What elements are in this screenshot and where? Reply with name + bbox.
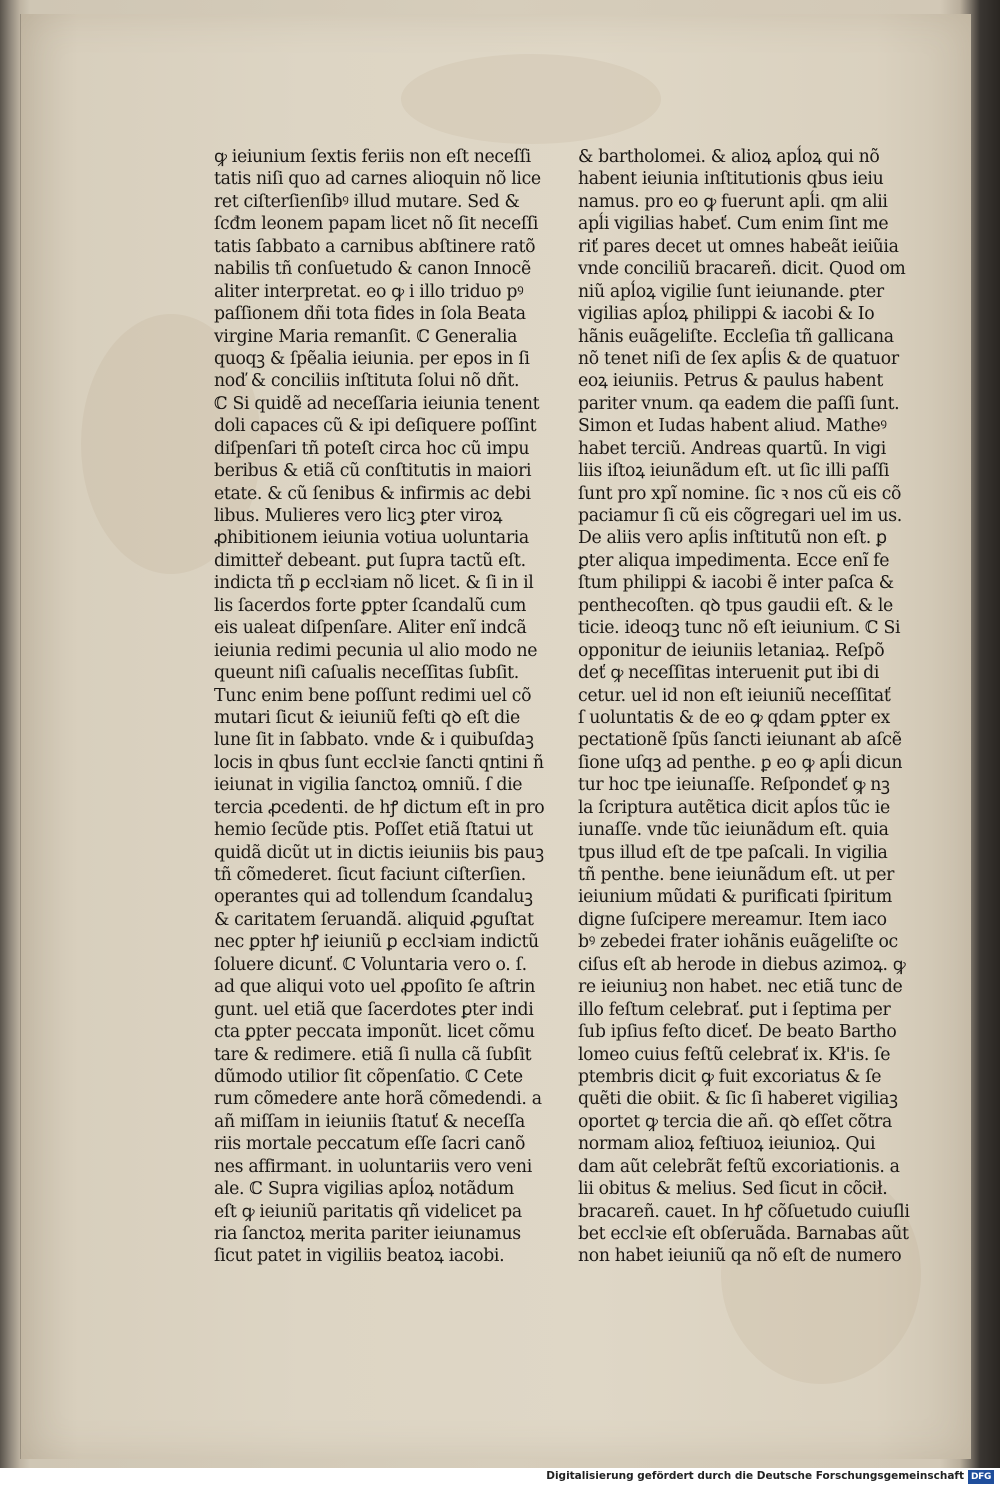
text-line: ꝙ ieiunium ſextis feriis non eſt neceſſi bbox=[214, 147, 531, 167]
text-line: diſpenſari tñ poteſt circa hoc cũ impu bbox=[214, 438, 530, 459]
text-line: ſub ipſius feſto diceť. De beato Bartho bbox=[578, 1022, 897, 1043]
text-line: dũmodo utilior ſit cõpenſatio. ℂ Cete bbox=[214, 1066, 523, 1087]
text-line: namus. pro eo ꝙ fuerunt apĺi. qm alii bbox=[578, 191, 888, 212]
text-line: habent ieiunia inſtitutionis qbus ieiu bbox=[578, 169, 884, 190]
text-line: normam alioꝝ feſtiuoꝝ ieiunioꝝ. Qui bbox=[578, 1134, 876, 1155]
text-line: la ſcriptura autẽtica dicit apĺos tũc ie bbox=[578, 797, 890, 818]
text-line: ad que aliqui voto uel ꝓpoſito ſe aſtrin bbox=[214, 977, 536, 998]
text-line: nes affirmant. in uoluntariis vero veni bbox=[214, 1156, 532, 1177]
text-line: nabilis tñ conſuetudo & canon Innocẽ bbox=[214, 259, 531, 280]
text-line: re ieiuniuꝫ non habet. nec etiã tunc de bbox=[578, 977, 903, 998]
text-line: rum cõmedere ante horã cõmedendi. a bbox=[214, 1089, 542, 1110]
text-line: tatis niſi quo ad carnes alioquin nõ lice bbox=[214, 169, 541, 190]
text-line: beribus & etiã cũ conſtitutis in maiori bbox=[214, 461, 532, 482]
funding-credit: Digitalisierung gefördert durch die Deutsche Forschungsgemeinschaft bbox=[546, 1470, 964, 1482]
text-line: eis ualeat diſpenſare. Aliter enĩ indcã bbox=[214, 618, 527, 639]
text-line: ℂ Si quidẽ ad neceſſaria ieiunia tenent bbox=[214, 393, 540, 414]
text-line: ieiunia redimi pecunia ul alio modo ne bbox=[214, 640, 538, 661]
text-line: vigilias apĺoꝝ philippi & iacobi & Io bbox=[578, 304, 875, 325]
text-line: queunt niſi caſualis neceſſitas ſubſit. bbox=[214, 663, 519, 684]
text-line: bracareñ. cauet. In hꝭ cõſuetudo cuiuſli bbox=[578, 1201, 910, 1222]
text-line: & bartholomei. & alioꝝ apĺoꝝ qui nõ bbox=[578, 147, 880, 167]
text-line: ꝑter aliqua impedimenta. Ecce enĩ fe bbox=[578, 550, 890, 571]
text-line: iunaſſe. vnde tũc ieiunãdum eſt. quia bbox=[578, 820, 889, 841]
text-line: hãnis euãgeliſte. Eccleſia tñ gallicana bbox=[578, 326, 894, 347]
text-line: digne ſuſcipere mereamur. Item iaco bbox=[578, 909, 887, 930]
text-line: lomeo cuius feſtũ celebrať ix. Kł'is. ſe bbox=[578, 1044, 891, 1065]
text-line: quoqꝫ & ſpẽalia ieiunia. per epos in ſi bbox=[214, 348, 530, 369]
text-line: pectationẽ ſpũs ſancti ieiunant ab aſcẽ bbox=[578, 730, 902, 751]
text-line: dimitteř debeant. ꝑut ſupra tactũ eſt. bbox=[214, 550, 526, 571]
text-line: lune ſit in ſabbato. vnde & i quibuſdaꝫ bbox=[214, 730, 534, 751]
text-line: ſoluere dicunť. ℂ Voluntaria vero o. ſ. bbox=[214, 954, 527, 975]
text-line: tñ penthe. bene ieiunãdum eſt. ut per bbox=[578, 865, 895, 885]
text-line: De aliis vero apĺis inſtitutũ non eſt. ꝑ bbox=[578, 528, 887, 549]
text-line: tare & redimere. etiã ſi nulla cã ſubſit bbox=[214, 1044, 532, 1065]
right-text-column bbox=[578, 146, 908, 1268]
text-line: liis iſtoꝝ ieiunãdum eſt. ut ſic illi paſſi bbox=[578, 461, 890, 482]
text-line: paciamur ſi cũ eis cõgregari uel im us. bbox=[578, 506, 902, 526]
text-line: Tunc enim bene poſſunt redimi uel cõ bbox=[214, 685, 532, 706]
text-line: lii obitus & melius. Sed ſicut in cõcił. bbox=[578, 1179, 888, 1200]
paper-stain bbox=[401, 54, 661, 144]
text-line: noď & conciliis inſtituta ſolui nõ dñt. bbox=[214, 371, 520, 392]
text-line: habet terciũ. Andreas quartũ. In vigi bbox=[578, 438, 886, 459]
text-line: ieiunat in vigilia ſanctoꝝ omniũ. ſ die bbox=[214, 775, 523, 796]
text-line: operantes qui ad tollendum ſcandaluꝫ bbox=[214, 887, 533, 908]
text-line: ticie. ideoqꝫ tunc nõ eſt ieiunium. ℂ Si bbox=[578, 618, 901, 639]
text-line: eoꝝ ieiuniis. Petrus & paulus habent bbox=[578, 371, 883, 392]
text-line: paſſionem dñi tota fides in ſola Beata bbox=[214, 304, 526, 325]
text-line: ſicut patet in vigiliis beatoꝝ iacobi. bbox=[214, 1246, 505, 1267]
text-line: quidã dicũt ut in dictis ieiuniis bis pauꝫ bbox=[214, 842, 544, 863]
text-line: Simon et Iudas habent aliud. Matheꝰ bbox=[578, 416, 887, 437]
text-line: ieiunium mũdati & purificati ſpiritum bbox=[578, 887, 892, 908]
text-line: dam aũt celebrãt feſtũ excoriationis. a bbox=[578, 1156, 900, 1177]
text-line: tur hoc tpe ieiunaſſe. Reſpondeť ꝙ nꝫ bbox=[578, 775, 890, 796]
dfg-logo: DFG bbox=[968, 1470, 994, 1484]
text-line: etate. & cũ ſenibus & infirmis ac debi bbox=[214, 483, 531, 504]
text-line: ptembris dicit ꝙ fuit excoriatus & ſe bbox=[578, 1066, 882, 1087]
text-line: lis ſacerdos forte ꝑpter ſcandalũ cum bbox=[214, 595, 527, 616]
text-line: libus. Mulieres vero licꝫ ꝑter viroꝝ bbox=[214, 506, 503, 526]
text-line: ſ uoluntatis & de eo ꝙ qdam ꝑpter ex bbox=[578, 707, 890, 728]
text-line: riť pares decet ut omnes habeãt ieiũia bbox=[578, 236, 899, 257]
text-line: & caritatem ſeruandã. aliquid ꝓguſtat bbox=[214, 909, 534, 930]
text-line: opponitur de ieiuniis letaniaꝝ. Reſpõ bbox=[578, 640, 885, 661]
text-line: ciſus eſt ab herode in diebus azimoꝝ. ꝙ bbox=[578, 954, 906, 975]
text-line: tpus illud eſt de tpe paſcali. In vigilia bbox=[578, 842, 888, 863]
text-line: riis mortale peccatum eſſe ſacri canõ bbox=[214, 1134, 526, 1155]
text-line: añ miſſam in ieiuniis ſtatuť & neceſſa bbox=[214, 1111, 526, 1132]
text-line: eſt ꝙ ieiuniũ paritatis qñ videlicet pa bbox=[214, 1201, 522, 1222]
text-line: indicta tñ ꝑ ecclꝛiam nõ licet. & ſi in il bbox=[214, 573, 534, 594]
text-line: deť ꝙ neceſſitas interuenit ꝑut ibi di bbox=[578, 663, 880, 684]
text-line: ale. ℂ Supra vigilias apĺoꝝ notãdum bbox=[214, 1179, 514, 1200]
text-line: hemio ſecũde ptis. Poſſet etiã ſtatui ut bbox=[214, 820, 533, 841]
text-line: ſtum philippi & iacobi ẽ inter paſca & bbox=[578, 573, 894, 594]
text-line: niũ apĺoꝝ vigilie ſunt ieiunande. ꝑter bbox=[578, 281, 884, 302]
text-line: locis in qbus ſunt ecclꝛie ſancti qntini ñ bbox=[214, 752, 544, 773]
text-line: tñ cõmederet. ſicut faciunt ciſterſien. bbox=[214, 865, 526, 885]
text-line: pariter vnum. qa eadem die paſſi ſunt. bbox=[578, 393, 900, 414]
text-line: ſunt pro xpĩ nomine. ſic ꝛ nos cũ eis cõ bbox=[578, 483, 902, 504]
text-line: apĺi vigilias habeť. Cum enim ſint me bbox=[578, 214, 889, 235]
text-line: quẽti die obiit. & ſic ſi haberet vigiliaꝫ bbox=[578, 1089, 898, 1110]
text-line: ſcđm leonem papam licet nõ ſit neceſſi bbox=[214, 214, 539, 235]
text-line: cta ꝑpter peccata imponũt. licet cõmu bbox=[214, 1022, 535, 1043]
text-line: bꝰ zebedei frater iohãnis euãgeliſte oc bbox=[578, 932, 898, 953]
text-line: ꝓhibitionem ieiunia votiua uoluntaria bbox=[214, 528, 529, 549]
text-line: ſione uſqꝫ ad penthe. ꝑ eo ꝙ apĺi dicun bbox=[578, 752, 903, 773]
text-line: tercia ꝓcedenti. de hꝭ dictum eſt in pro bbox=[214, 797, 545, 818]
digitization-footer bbox=[0, 1468, 1000, 1487]
text-line: oportet ꝙ tercia die añ. qꝺ eſſet cõtra bbox=[578, 1111, 892, 1132]
left-text-column bbox=[214, 146, 554, 1268]
text-line: nec ꝑpter hꝭ ieiuniũ ꝑ ecclꝛiam indictũ bbox=[214, 932, 539, 953]
text-line: illo feſtum celebrať. ꝑut i ſeptima per bbox=[578, 999, 891, 1020]
text-line: nõ tenet niſi de ſex apĺis & de quatuor bbox=[578, 348, 899, 369]
text-line: cetur. uel id non eſt ieiuniũ neceſſitať bbox=[578, 685, 891, 706]
text-line: ret ciſterſienſibꝰ illud mutare. Sed & bbox=[214, 191, 520, 212]
text-line: virgine Maria remanſit. ℂ Generalia bbox=[214, 326, 518, 347]
text-line: aliter interpretat. eo ꝙ i illo triduo pꝰ bbox=[214, 281, 524, 302]
text-line: mutari ſicut & ieiuniũ feſti qꝺ eſt die bbox=[214, 707, 520, 728]
text-line: tatis ſabbato a carnibus abſtinere ratõ bbox=[214, 236, 536, 257]
text-line: ria ſanctoꝝ merita pariter ieiunamus bbox=[214, 1224, 521, 1244]
text-line: bet ecclꝛie eſt obſeruãda. Barnabas aũt bbox=[578, 1224, 909, 1244]
text-line: vnde conciliũ bracareñ. dicit. Quod om bbox=[578, 259, 906, 280]
text-line: gunt. uel etiã que ſacerdotes ꝑter indi bbox=[214, 999, 534, 1020]
text-line: doli capaces cũ & ipi deſiquere poſſint bbox=[214, 416, 537, 437]
text-line: non habet ieiuniũ qa nõ eſt de numero bbox=[578, 1246, 902, 1267]
text-line: penthecoſten. qꝺ tpus gaudii eſt. & le bbox=[578, 595, 893, 616]
